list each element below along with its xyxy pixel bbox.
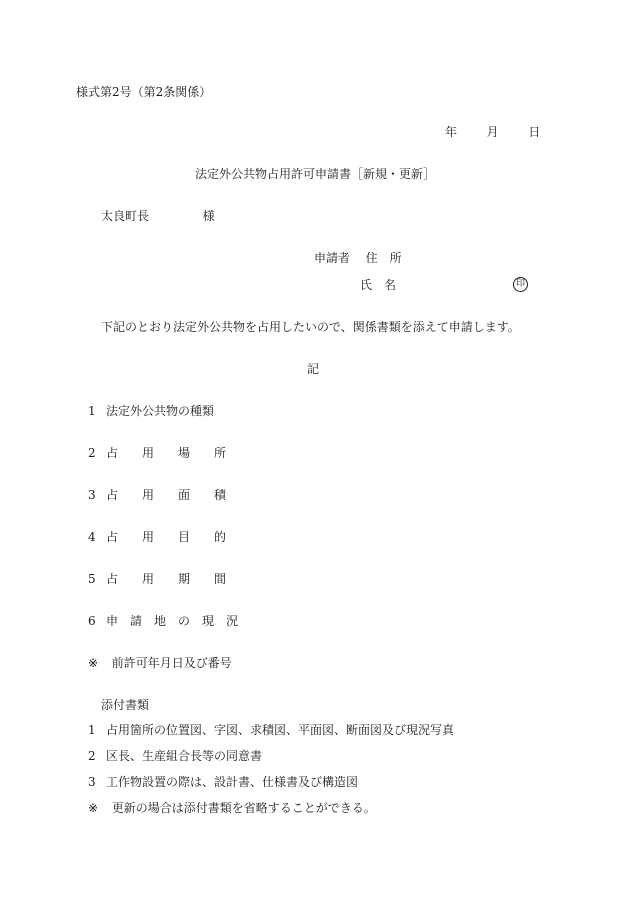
document-title: 法定外公共物占用許可申請書［新規・更新］ — [195, 167, 436, 181]
item-number: 3 — [88, 488, 96, 502]
attachment-item — [88, 775, 358, 789]
list-item — [88, 614, 238, 628]
date-year-label: 年 — [445, 125, 458, 139]
previous-permit-label: 前許可年月日及び番号 — [111, 656, 232, 670]
list-item — [88, 404, 214, 418]
item-number: 6 — [88, 614, 96, 628]
attachments-note-text: 更新の場合は添付書類を省略することができる。 — [111, 801, 376, 815]
list-item — [88, 530, 226, 544]
attachments-heading: 添付書類 — [101, 698, 150, 712]
item-number: 2 — [88, 446, 96, 460]
attachment-text: 占用箇所の位置図、字図、求積図、平面図、断面図及び現況写真 — [106, 723, 455, 737]
applicant-name-label: 氏 名 — [360, 278, 397, 292]
item-label: 占 用 面 積 — [106, 488, 227, 502]
item-number: 5 — [88, 572, 96, 586]
item-label: 占 用 場 所 — [106, 446, 227, 460]
attachment-item — [88, 749, 262, 763]
item-label: 申 請 地 の 現 況 — [106, 614, 239, 628]
attachment-number: 1 — [88, 723, 96, 737]
note-mark: ※ — [88, 801, 99, 815]
item-label: 占 用 期 間 — [106, 572, 227, 586]
ki-heading: 記 — [307, 362, 320, 376]
item-number: 1 — [88, 404, 96, 418]
applicant-address-line — [314, 251, 402, 265]
seal-mark: 印 — [513, 277, 528, 292]
attachment-text: 工作物設置の際は、設計書、仕様書及び構造図 — [106, 775, 359, 789]
list-item — [88, 572, 226, 586]
addressee-honorific: 様 — [202, 209, 215, 223]
list-item — [88, 488, 226, 502]
attachment-number: 2 — [88, 749, 96, 763]
attachment-item — [88, 723, 454, 737]
addressee — [101, 209, 215, 223]
attachments-note — [88, 801, 376, 815]
form-number: 様式第2号（第2条関係） — [76, 85, 212, 99]
date-day-label: 日 — [528, 125, 541, 139]
attachment-number: 3 — [88, 775, 96, 789]
note-mark: ※ — [88, 656, 99, 670]
item-number: 4 — [88, 530, 96, 544]
date-month-label: 月 — [486, 125, 499, 139]
list-item — [88, 446, 226, 460]
request-text: 下記のとおり法定外公共物を占用したいので、関係書類を添えて申請します。 — [101, 320, 520, 334]
attachment-text: 区長、生産組合長等の同意書 — [106, 749, 263, 763]
date-line — [445, 125, 540, 139]
item-label: 法定外公共物の種類 — [106, 404, 215, 418]
applicant-address-label: 住 所 — [365, 251, 402, 265]
applicant-label: 申請者 — [314, 251, 351, 265]
addressee-name: 太良町長 — [101, 209, 150, 223]
previous-permit — [88, 656, 232, 670]
item-label: 占 用 目 的 — [106, 530, 227, 544]
